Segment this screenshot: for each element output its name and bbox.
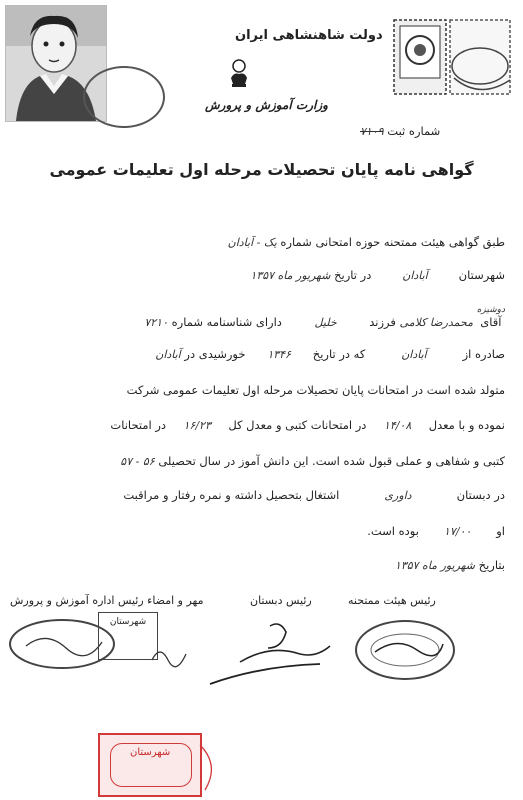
- school-name-hand: داوری: [384, 489, 412, 502]
- red-stamp: [98, 733, 202, 797]
- signature-small: [150, 640, 190, 670]
- body-line-5: متولد شده است در امتحانات پایان تحصیلات مرحله اول تعلیمات عمومی شرکت: [126, 383, 505, 397]
- written-average-hand: ۱۴/۰۸: [383, 419, 412, 432]
- exam-district-hand: یک - آبادان: [227, 236, 277, 249]
- principal-title: رئیس دبستان: [250, 594, 312, 607]
- body-line-10: بتاریخ شهریور ماه ۱۳۵۷: [394, 558, 505, 572]
- issued-place-hand: آبادان: [401, 348, 427, 361]
- revenue-stamps: [392, 18, 514, 106]
- conduct-grade-hand: ۱۷/۰۰: [443, 525, 472, 538]
- body-line-3: دوشیزه آقای محمدرضا کلامی فرزند خلیل دارای شناسنامه شماره ۷۲۱۰: [144, 305, 505, 329]
- body-line-4: صادره از آبادان که در تاریخ ۱۳۴۶ خورشیدی در آبادان: [155, 347, 505, 361]
- issue-date-hand: شهریور ماه ۱۳۵۷: [394, 559, 475, 572]
- body-line-1: طبق گواهی هیئت ممتحنه حوزه امتحانی شماره یک - آبادان: [227, 235, 505, 249]
- city-stamp-label: شهرستان: [109, 617, 147, 627]
- red-stamp-decoration: [195, 740, 225, 795]
- body-line-9: او ۱۷/۰۰ بوده است.: [367, 524, 505, 538]
- city-stamp: [98, 612, 158, 660]
- principal-signature: [200, 618, 340, 688]
- city-hand: آبادان: [402, 269, 428, 282]
- exam-date-hand: شهریور ماه ۱۳۵۷: [250, 269, 331, 282]
- body-line-2: شهرستان آبادان در تاریخ شهریور ماه ۱۳۵۷: [250, 268, 505, 282]
- school-year-hand: ۵۶ - ۵۷: [120, 455, 155, 468]
- birth-place-hand: آبادان: [155, 348, 181, 361]
- government-name: دولت شاهنشاهی ایران: [235, 28, 383, 43]
- body-line-6: نموده و با معدل ۱۴/۰۸ در امتحانات کتبی و معدل کل ۱۶/۲۳ در امتحانات: [110, 418, 505, 432]
- registration-number: ۷۱۰۹: [360, 125, 384, 138]
- body-line-7: کتبی و شفاهی و عملی قبول شده است. این دانش آموز در سال تحصیلی ۵۶ - ۵۷: [120, 454, 505, 468]
- certificate-title: گواهی نامه پایان تحصیلات مرحله اول تعلیمات عمومی: [49, 160, 474, 179]
- body-line-8: در دبستان داوری اشتغال بتحصیل داشته و نمره رفتار و مراقبت: [123, 488, 505, 502]
- red-stamp-label: شهرستان: [130, 747, 171, 758]
- total-average-hand: ۱۶/۲۳: [183, 419, 211, 432]
- registration-row: [360, 126, 440, 138]
- head-title: مهر و امضاء رئیس اداره آموزش و پرورش: [10, 594, 204, 607]
- gender-hand: دوشیزه: [476, 305, 505, 315]
- ministry-name: وزارت آموزش و پرورش: [205, 98, 328, 112]
- photo-stamp: [83, 66, 165, 128]
- lion-sun-emblem-icon: [228, 58, 250, 88]
- registration-label: شماره ثبت: [387, 124, 441, 138]
- chair-title: رئیس هیئت ممتحنه: [348, 594, 436, 607]
- student-name-hand: محمدرضا کلامی: [399, 315, 474, 329]
- round-seal-right: [355, 620, 455, 680]
- id-number-hand: ۷۲۱۰: [144, 315, 168, 329]
- father-name-hand: خلیل: [314, 315, 337, 329]
- birth-year-hand: ۱۳۴۶: [267, 348, 291, 361]
